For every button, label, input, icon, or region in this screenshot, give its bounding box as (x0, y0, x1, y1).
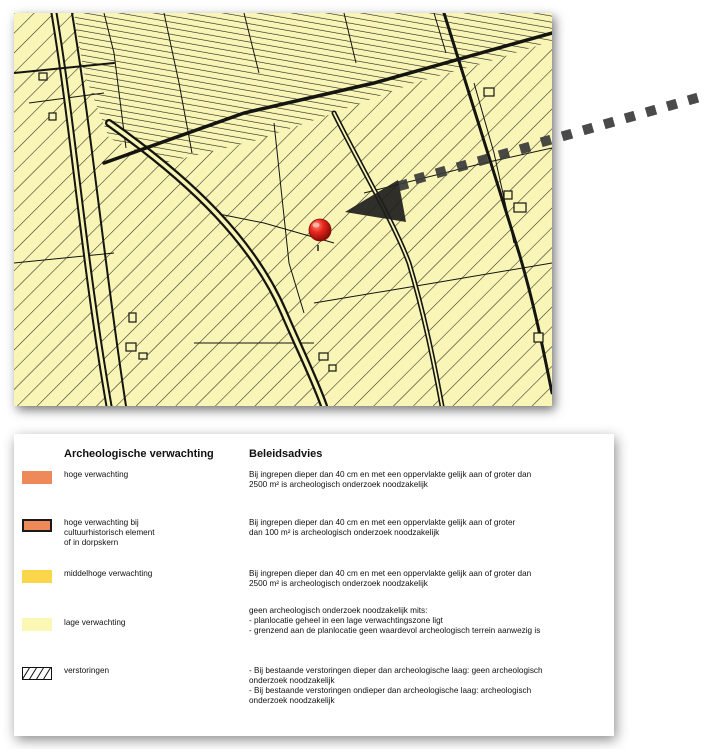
swatch-hoge (22, 471, 52, 484)
map-canvas[interactable] (14, 13, 552, 406)
legend-header-verwachting: Archeologische verwachting (64, 448, 214, 460)
swatch-middelhoge (22, 570, 52, 583)
swatch-hoge-cultuur (22, 519, 52, 532)
legend-label: hoge verwachting (64, 470, 129, 479)
legend-label: middelhoge verwachting (64, 569, 153, 578)
legend-advice: - Bij bestaande verstoringen dieper dan archeologische laag: geen archeologisch onderzoek noodzakelijk - Bij bestaande verstoringen ondieper dan archeologische laag: archeologisch onderzoek noodzakelijk (249, 666, 543, 705)
legend-advice: Bij ingrepen dieper dan 40 cm en met een oppervlakte gelijk aan of groter dan 2500 m² is archeologisch onderzoek noodzakelijk (249, 470, 532, 489)
legend-header-beleidsadvies: Beleidsadvies (249, 448, 323, 460)
swatch-lage (22, 618, 52, 631)
legend-panel (14, 434, 614, 736)
legend-advice: Bij ingrepen dieper dan 40 cm en met een oppervlakte gelijk aan of groter dan 2500 m² is archeologisch onderzoek noodzakelijk (249, 569, 532, 588)
legend-label: hoge verwachting bij cultuurhistorisch element of in dorpskern (64, 518, 155, 547)
map-panel[interactable] (14, 13, 552, 406)
legend-label: verstoringen (64, 666, 110, 675)
swatch-verstoringen-hatch (22, 667, 52, 680)
legend-advice: Bij ingrepen dieper dan 40 cm en met een oppervlakte gelijk aan of groter dan 100 m² is archeologisch onderzoek noodzakelijk (249, 518, 516, 537)
legend-label: lage verwachting (64, 618, 126, 627)
legend-advice: geen archeologisch onderzoek noodzakelijk mits: - planlocatie geheel in een lage verwachtingszone ligt - grenzend aan de planlocatie geen waardevol archeologisch terrein aanwezig is (249, 606, 541, 635)
